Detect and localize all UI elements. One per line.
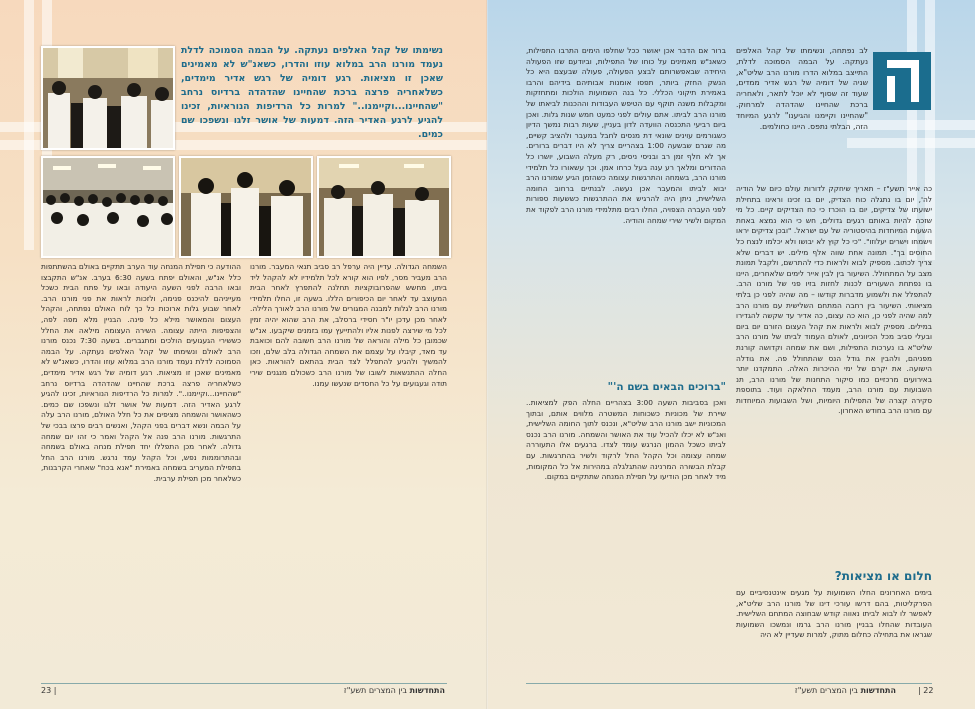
- pull-quote: נשימתו של קהל האלפים נעתקה. על הבמה הסמוכה לדלת נעמד מורנו הרב במלוא עוזו והדרו, כשאנ"ש לא מאמינים שאכן זו מציאות. רגע דומיה של רגש אדיר מימדים, כשלאחריה פרצה ברכת שהחיינו שהדהדה ברדיוס נרחב "שהחיינו...וקיימנו.." למרות כל הרדיפות הנוראיות, זכינו להגיע לרגע האדיר הזה. דמעות של אושר זלגו ונשפכו שם כמים.: [181, 45, 443, 140]
- body-paragraph: ואכן בסביבות השעה 3:00 בצהריים החלה הפק למציאות.. שיירת של מכוניות כשכוחות המשטרה מלווים אותם, ובתוך המכוניות ישב מורנו הרב שליט"א, ונכנס לתוך החומה השלישית, ואנ"ש לא יכלו להכיל עוד את האושר והשמחה. מורנו הרב נכנס לביתו כשכל ההמון הנרגש עומד לצדו. ברגעים אלו התעוררה שמחה עצומה וכל הקהל החל לרקוד ולשיר בהתרגשות. עם קבלת הבשורה המרנינה שהתגלגלה במהירות אל כל המקומות, מיד לאחר מכן הודיעו על תפילת המנחה שתתקיים במקום.: [526, 398, 726, 482]
- subheading-welcome: "ברוכים הבאים בשם ה'": [607, 381, 726, 393]
- body-paragraph: השמחה הגדולה. עדיין היה ערפל רב סביב תנאי המעבר. מורנו הרב מעביר מסר, לפיו הוא קורא לכל תלמידיו לא להקהל ליד ביתו, מחשש שהפרובוקציות תחלנה להתפרץ לאחר הבית המעוצב עד לאחר יום הכיפורים הללו. בשעה זו, החלו תלמידי מורנו הרב לגלות למבנה המגורים של מורנו הרב לאורך הלילה. לאחר מכן עדכן יו"ר חסידי ברסלב, את הרב שהוא יהיה זמין לכל מי שירצה לפנות אליו ולהתייעץ עמו בזמנים שיקבעו. אנ"ש שכמובן כל מילה והוראה של מורנו הרב חשובה להם וכואבת עד מאד, קיבלו על עצמם את השמחה הגדולה בלב שלם, וזכו להמשיך ולהגיע להתפלל לצד הבית בהתאם להוראות. כאן החלה ההתנשאות לשובו של מורנו הרב כשכולם מנגנים שירי תודה וגעגועים על כל החסדים שנעשו עמנו.: [250, 262, 447, 388]
- photo-hall-crowd: [41, 156, 175, 258]
- left-page-column-left: [41, 262, 241, 680]
- footer-title: התחדשות: [860, 686, 896, 695]
- subheading-dream-or-reality: חלום או מציאות?: [834, 569, 932, 583]
- photo-dancing: [179, 156, 313, 258]
- right-page-column-right-bottom: [736, 588, 932, 680]
- footer-subtitle: בין המצרים תשע"ז: [794, 686, 859, 695]
- dropcap-letter-heh: [885, 58, 921, 104]
- right-page-column-left: [526, 46, 726, 378]
- intro-text: לב נפתחה, ונשימתו של קהל האלפים נעתקה. על הבמה הסמוכה לדלת, התייצב במלוא הדרו מורנו הרב שליט"א, שניה של דומיה של רגש אדיר ממדים, שעוד זה שסוף לא יוכל לתאר, ולאחריה ברכת שהחיינו שהדהדה למרחוק. "שהחיינו וקיימנו והגיענו" לרגע המיוחד הזה, הבלתי נתפס. היינו כחולמים.: [736, 46, 868, 131]
- body-paragraph: כה אייר תשע"ז – תאריך שיחקק לדורות עולם כיום של הודיה לה', יום בו נתגלה כוח הצדיק, יום בו זכינו וראינו בתחילת ישועתו של צדיקים, יום בו הוכרז כי כח הצדיקים קיים. כל מי שזכה להיות באותם רגעים גדולים, חש כי הוא נמצא באחת השעות המיוחדות בהיסטוריה של עם ישראל. "ובכן צדיקים יראו וישמחו וישרים יעלוזו". "כי כל קוץ לא יבושו ולא יכלמו לנצח כל החוסים בך". תמונה אחת שווה אלף מילים. יש דברים שלא צריך לכתוב. מספיק לבוא ולראות כדי להתרשם, ולקבל תמונת מצב על המתחולל. השיעור בין לבין אייר לימים שלאחרים, היינו בו נפתחת השעורים לכנות לחזות בזיו פני של מורנו הרב. להתפלל את ולשמוע מדברות קודשו – מה שהיה לפני כן בלתי מציאותי. השיעור בין רחבה המתחם השלישית עם מורנו הרב למה שהיה לפני כן, הוא כה עצום, כה אדיר עד שקשה להגדירו במילים. מספיק לבוא ולראות את קהל העצום הזורם יום ביום ובעלי סביב מכל הכיוונים, לאולם העמוד לביתו של מורנו הרב שליט"א בו נערכות התפילות, ושם את שמחה וקדושה קורנת מפניהם, ולהבין את גודל הנס שהתחולל פה. את גודלה הישועה. את יקרם של ימי ההיכרות האלה. התמקדנו יותר באירועים מרכזיים כמו סיקור התחנות של מורנו הרב, תנ השבועות עם מורנו הרב, מעמד החלאקה ועוד. בתוספת סקירה קצרה של התפילות היומיות, ושל השבועות המיוחדות עם מורנו הרב בחודש האחרון.: [736, 184, 932, 416]
- footer-divider: [41, 683, 447, 684]
- body-paragraph: ברור אם הדבר אכן יאושר ככל שחלפו הימים התרבו התפילות, כשאנ"ש מאמינים על כוחו של התפילות, וביודעם שזו הפעולה היחידה שבאפשרותם לבצע הפעולה, פעולה שבעצם היא כל הנשק החזק ביותר, תפסו אומנות אבותיהם בידיהם והרבו באמירת תיקוני הכללי. כל בנה השמועות הולכות ומתחזקות ומקבלות משנה תוקף עם הטיפש העבודות וההכנות לביאתו של מורנו הרב לביתו. אתם עולים לפני כמעט חמש שנות גלות. ואכן ביום רביעי התכנסה הוועדה לדון בעניין, שעות רבות נמשך הדיון כשגורמים עוינים שונאי דת מנסים לחבל במעבר ולהציב קשיים, מה שגרם שבשעה 1:00 בצהריים צריך לא היו דברים ברורים. אך לא חלף זמן רב ובניסי ניסים, רק מעלה השבוע, יושרו כל ההדורים ומלאך רע ענה בעל כרחו אמן. וכך עשאורו כל תלמידי מורנו הרב, בשמחה והתרגשות עצומה כשהזמן הגיע שמורנו הרב יבוא לביתו והמעבר אכן נעשה. לבנתיים ברחוב החומה השלישית, ניתן היה להרגיש את ההתרגשות כששעות ספורות לפני העברה הצפויה, החלו רבים מתלמידי מורנו הרב לפקוד את המקום ולשיר שירי שמחה והודיה.: [526, 46, 726, 225]
- left-page-column-right: [250, 262, 447, 680]
- photo-celebration: [317, 156, 451, 258]
- right-page-footer: [526, 686, 896, 695]
- page-gutter: [486, 0, 488, 709]
- body-paragraph: בימים האחרונים החלו השמועות על מגעים אינטנסיביים עם הפרקליטות, בהם דרשו עורכי דינו של מורנו הרב שליט"א, לאפשר לו לבוא לביתו נאווה קודש שבחוצה המתחם השלישית. העובדות שהחלו בבניין מורנו הרב גרמו ונמשכו השמועות שגראו את בתחילה כחלום מתוק, למרות שעדיין לא היה: [736, 588, 932, 640]
- footer-title: התחדשות: [409, 686, 445, 695]
- right-page-column-left-bottom: [526, 398, 726, 680]
- footer-divider: [526, 683, 932, 684]
- right-page-column-right: [736, 184, 932, 566]
- photo-crowd-prayer: [41, 46, 175, 150]
- left-page-footer: [60, 686, 445, 695]
- footer-subtitle: בין המצרים תשע"ז: [343, 686, 408, 695]
- decorative-stripe: [24, 0, 34, 250]
- page-number: | 22: [918, 686, 934, 695]
- page-number: 23 |: [41, 686, 57, 695]
- body-paragraph: ההודעה כי תפילת המנחה עוד הערב תתקיים באולם בהשתתפות כלל אנ"ש, והאולם יפתח בשעה 6:30 בערב. אנ"ש התקבצו ובאו הרבה לפני השעה היעודה ובאו על פתח הבית כשכל מעייניהם להיכנס פנימה, ולזכות לראות את פני מורנו הרב. לאחר שבוע גלות ארוכות כל כך לוח האולם נפתחה, והקהל העצום והמאושר מילא כל פינה. הבניין מלא מפה לפה, והצפיפות הייתה עצומה. השירה העצומה מילאה את החלל כששירי הגעגועים הולכים ומתגברים. בשעה 7:30 נכנס מורנו הרב לאולם ונשימתו של קהל האלפים נעתקה. על הבמה הסמוכה לדלת נעמד מורנו הרב במלוא עוזו והדרו, כשאנ"ש לא מאמינים שאכן זו מציאות. רגע דומיה של רגש אדיר מימדים, כשלאחריה פרצה ברכת שהחיינו שהדהדה ברדיוס נרחב "שהחיינו...וקיימנו..". למרות כל הרדיפות הנוראיות, זכינו להגיע לרגע האדיר הזה. דמעות של אושר זלגו ונשפכו שם כמים. כשהאושר והשמחה מציפים את כל חלל האולם, מורנו הרב עלה על הבמה ונשא דברים בפני הקהל, ואנשים רבים פרצו בבכי של התרגשות. מורנו הרב פנה אל הקהל ואמר כי זהו יום שמחה גדולה. לאחר מכן התפללו יחד תפילת מנחה באולם בשמחה ובהתרוממות נפש, וכל הקהל עמד נרגש. מורנו הרב החל בתפילת המעריב בשמחה באמירת "אנא בכח" שאחרי הקרבנות, כשלאחר מכן תפילת ערבית.: [41, 262, 241, 483]
- intro-paragraph: [736, 46, 868, 180]
